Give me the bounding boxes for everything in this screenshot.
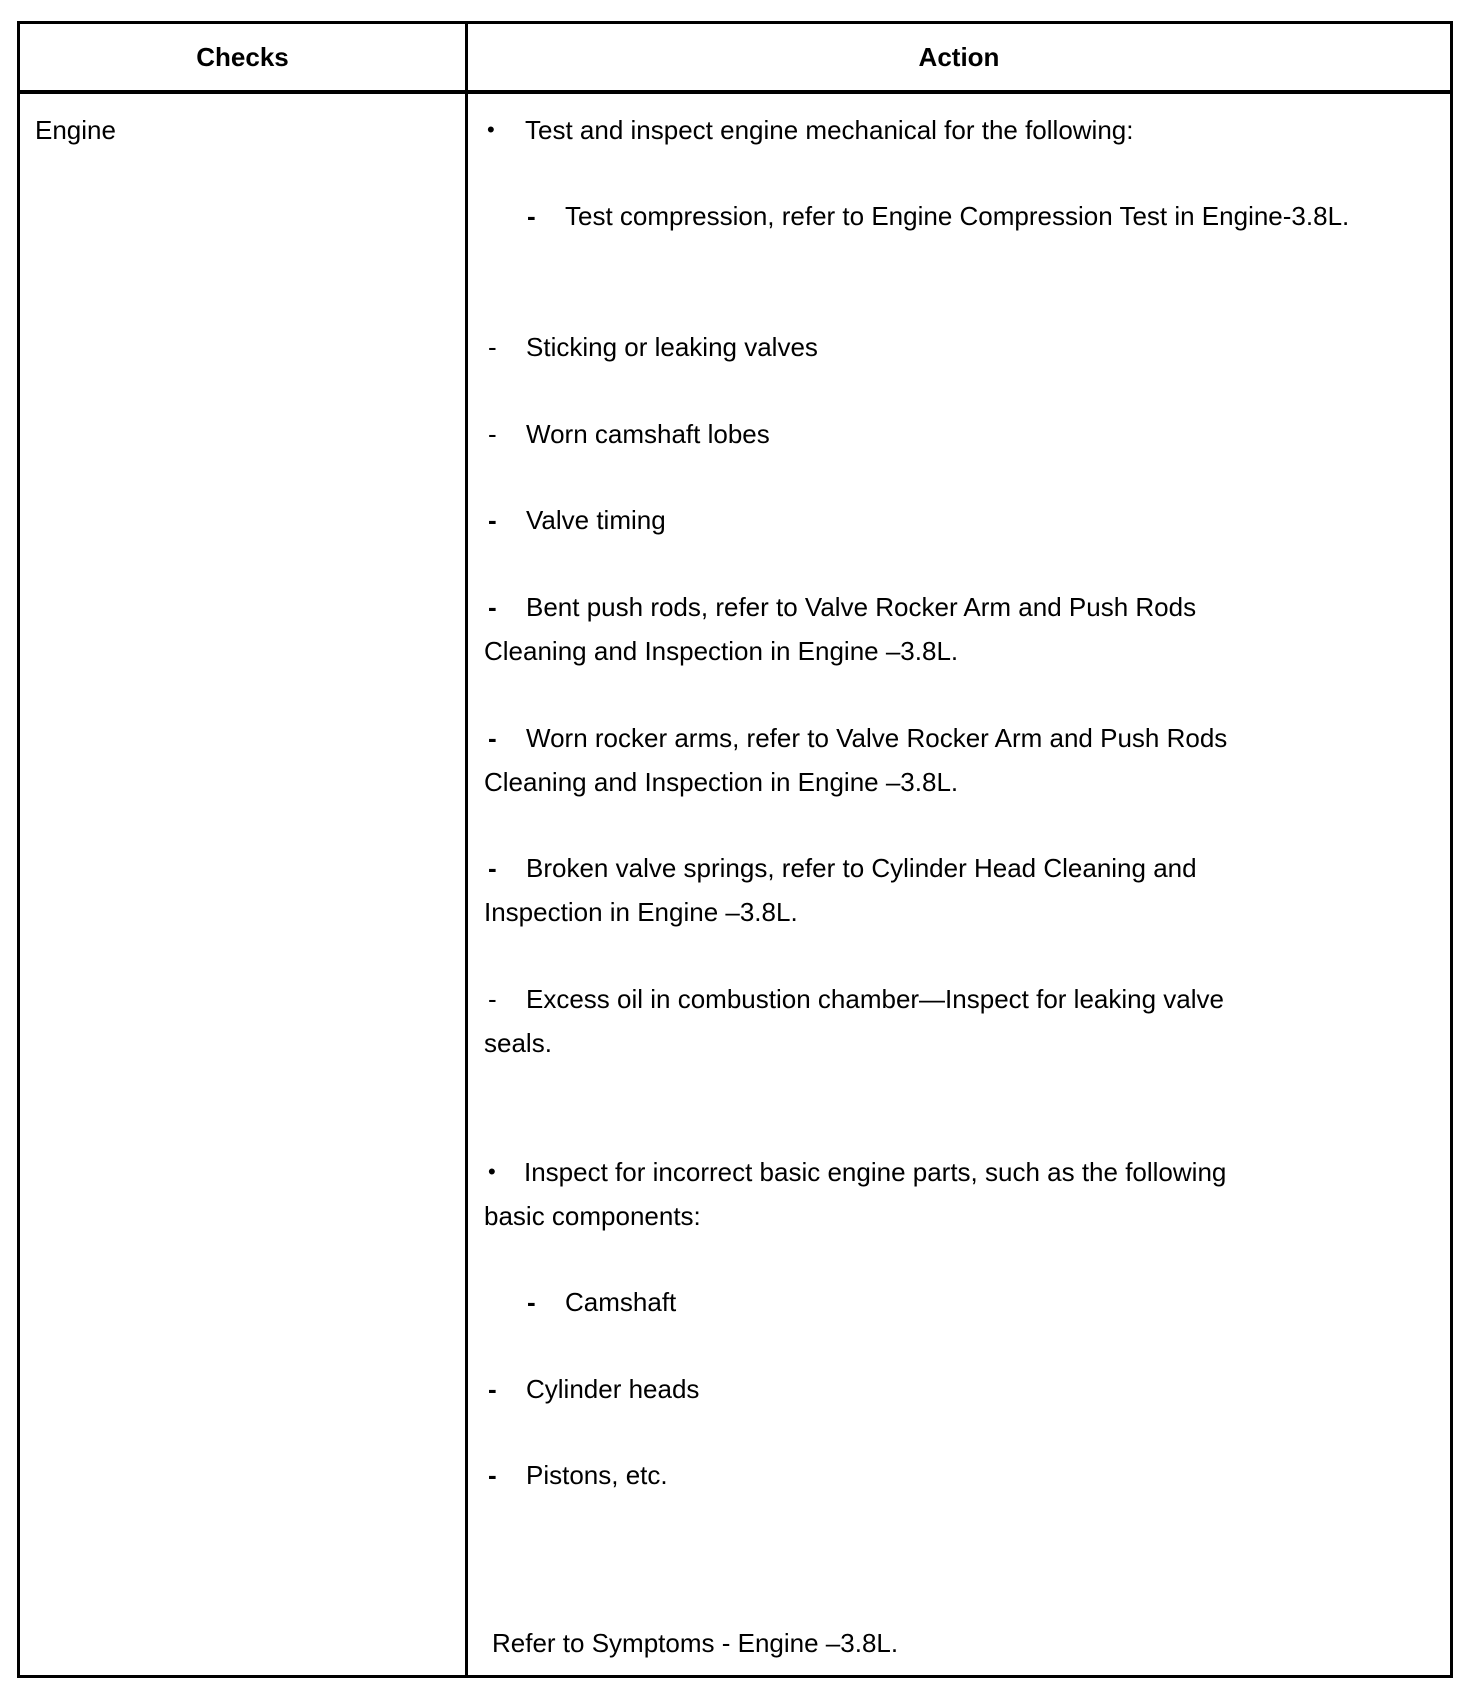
dash-marker: - <box>527 201 536 231</box>
bullet-marker: • <box>487 117 495 142</box>
action-subitem: Sticking or leaking valves <box>526 332 818 362</box>
column-divider <box>465 21 468 1678</box>
action-subitem-continued: Cleaning and Inspection in Engine –3.8L. <box>484 767 959 797</box>
header-divider <box>17 90 1453 94</box>
action-subitem-continued: Cleaning and Inspection in Engine –3.8L. <box>484 636 959 666</box>
dash-marker: - <box>488 505 497 535</box>
action-item-continued: basic components: <box>484 1201 701 1231</box>
dash-marker: - <box>488 1374 497 1404</box>
action-subitem: Worn camshaft lobes <box>526 419 770 449</box>
header-action: Action <box>918 41 1000 72</box>
action-subitem: Bent push rods, refer to Valve Rocker Arm and Push Rods <box>526 592 1197 622</box>
action-subitem-continued: Inspection in Engine –3.8L. <box>484 897 798 927</box>
action-item: Inspect for incorrect basic engine parts, such as the following <box>524 1157 1227 1187</box>
bullet-marker: • <box>488 1159 496 1184</box>
action-subitem: Valve timing <box>526 505 666 535</box>
action-subitem: Worn rocker arms, refer to Valve Rocker Arm and Push Rods <box>526 723 1228 753</box>
dash-marker: - <box>488 1460 497 1490</box>
action-subitem: Excess oil in combustion chamber—Inspect for leaking valve <box>526 984 1224 1014</box>
action-subitem: Broken valve springs, refer to Cylinder Head Cleaning and <box>526 853 1197 883</box>
header-checks: Checks <box>196 41 289 72</box>
dash-marker: - <box>488 419 497 449</box>
dash-marker: - <box>488 592 497 622</box>
check-engine: Engine <box>35 115 116 145</box>
dash-marker: - <box>488 332 497 362</box>
action-subitem: Test compression, refer to Engine Compression Test in Engine-3.8L. <box>565 201 1350 231</box>
action-footer: Refer to Symptoms - Engine –3.8L. <box>492 1628 899 1658</box>
dash-marker: - <box>488 984 497 1014</box>
action-subitem: Cylinder heads <box>526 1374 700 1404</box>
action-subitem: Pistons, etc. <box>526 1460 668 1490</box>
action-subitem-continued: seals. <box>484 1028 552 1058</box>
dash-marker: - <box>527 1287 536 1317</box>
action-subitem: Camshaft <box>565 1287 677 1317</box>
action-item: Test and inspect engine mechanical for the following: <box>525 115 1134 145</box>
dash-marker: - <box>488 723 497 753</box>
dash-marker: - <box>488 853 497 883</box>
